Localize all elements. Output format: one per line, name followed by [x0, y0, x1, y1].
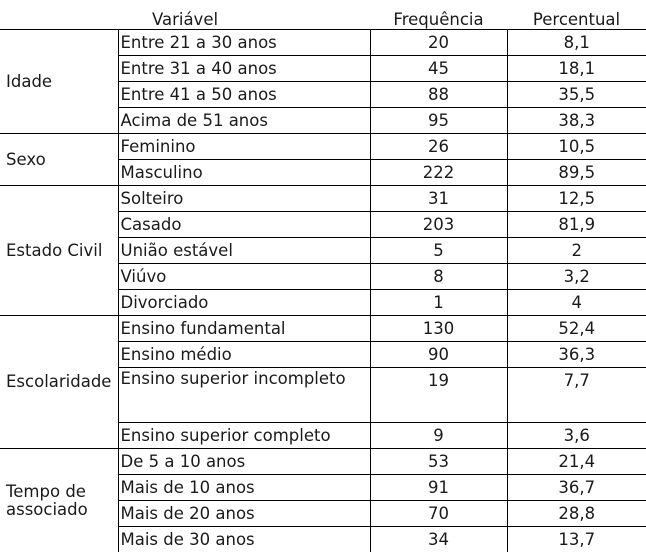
frequency-cell: 130	[370, 316, 507, 342]
table-row	[0, 30, 646, 56]
percent-cell: 18,1	[507, 56, 646, 82]
subcategory-label: Solteiro	[118, 186, 370, 212]
category-label: Escolaridade	[0, 316, 118, 449]
header-frequency: Frequência	[370, 0, 507, 30]
header-row	[0, 0, 646, 30]
header-percent: Percentual	[507, 0, 646, 30]
subcategory-label: Ensino fundamental	[118, 316, 370, 342]
subcategory-label: Ensino superior completo	[118, 423, 370, 449]
subcategory-label: Entre 21 a 30 anos	[118, 30, 370, 56]
frequency-cell: 34	[370, 527, 507, 552]
subcategory-label: Entre 31 a 40 anos	[118, 56, 370, 82]
frequency-cell: 53	[370, 449, 507, 475]
percent-cell: 35,5	[507, 82, 646, 108]
frequency-cell: 26	[370, 134, 507, 160]
percent-cell: 2	[507, 238, 646, 264]
percent-cell: 7,7	[507, 368, 646, 423]
percent-cell: 13,7	[507, 527, 646, 552]
subcategory-label: Mais de 20 anos	[118, 501, 370, 527]
frequency-cell: 31	[370, 186, 507, 212]
frequency-cell: 8	[370, 264, 507, 290]
percent-cell: 21,4	[507, 449, 646, 475]
subcategory-label: Ensino médio	[118, 342, 370, 368]
percent-cell: 8,1	[507, 30, 646, 56]
percent-cell: 3,2	[507, 264, 646, 290]
percent-cell: 38,3	[507, 108, 646, 134]
frequency-cell: 88	[370, 82, 507, 108]
frequency-cell: 70	[370, 501, 507, 527]
subcategory-label: Divorciado	[118, 290, 370, 316]
frequency-cell: 20	[370, 30, 507, 56]
category-label: Estado Civil	[0, 186, 118, 316]
subcategory-label: De 5 a 10 anos	[118, 449, 370, 475]
category-label: Tempo de associado	[0, 449, 118, 552]
table-row	[0, 186, 646, 212]
subcategory-label: Acima de 51 anos	[118, 108, 370, 134]
percent-cell: 28,8	[507, 501, 646, 527]
percent-cell: 12,5	[507, 186, 646, 212]
frequency-cell: 222	[370, 160, 507, 186]
subcategory-label: Mais de 30 anos	[118, 527, 370, 552]
percent-cell: 81,9	[507, 212, 646, 238]
frequency-cell: 5	[370, 238, 507, 264]
percent-cell: 10,5	[507, 134, 646, 160]
frequency-cell: 19	[370, 368, 507, 423]
category-label: Sexo	[0, 134, 118, 186]
subcategory-label: Feminino	[118, 134, 370, 160]
table-row	[0, 316, 646, 342]
frequency-cell: 90	[370, 342, 507, 368]
subcategory-label: Mais de 10 anos	[118, 475, 370, 501]
subcategory-label: Casado	[118, 212, 370, 238]
frequency-cell: 95	[370, 108, 507, 134]
header-variable: Variável	[0, 0, 370, 30]
table-row	[0, 134, 646, 160]
percent-cell: 3,6	[507, 423, 646, 449]
frequency-cell: 91	[370, 475, 507, 501]
frequency-cell: 1	[370, 290, 507, 316]
subcategory-label: Viúvo	[118, 264, 370, 290]
percent-cell: 36,3	[507, 342, 646, 368]
percent-cell: 52,4	[507, 316, 646, 342]
percent-cell: 4	[507, 290, 646, 316]
percent-cell: 89,5	[507, 160, 646, 186]
subcategory-label: Masculino	[118, 160, 370, 186]
frequency-cell: 9	[370, 423, 507, 449]
percent-cell: 36,7	[507, 475, 646, 501]
frequency-cell: 45	[370, 56, 507, 82]
subcategory-label: União estável	[118, 238, 370, 264]
subcategory-label: Ensino superior incompleto	[118, 368, 370, 423]
subcategory-label: Entre 41 a 50 anos	[118, 82, 370, 108]
category-label: Idade	[0, 30, 118, 134]
table-row	[0, 449, 646, 475]
frequency-cell: 203	[370, 212, 507, 238]
